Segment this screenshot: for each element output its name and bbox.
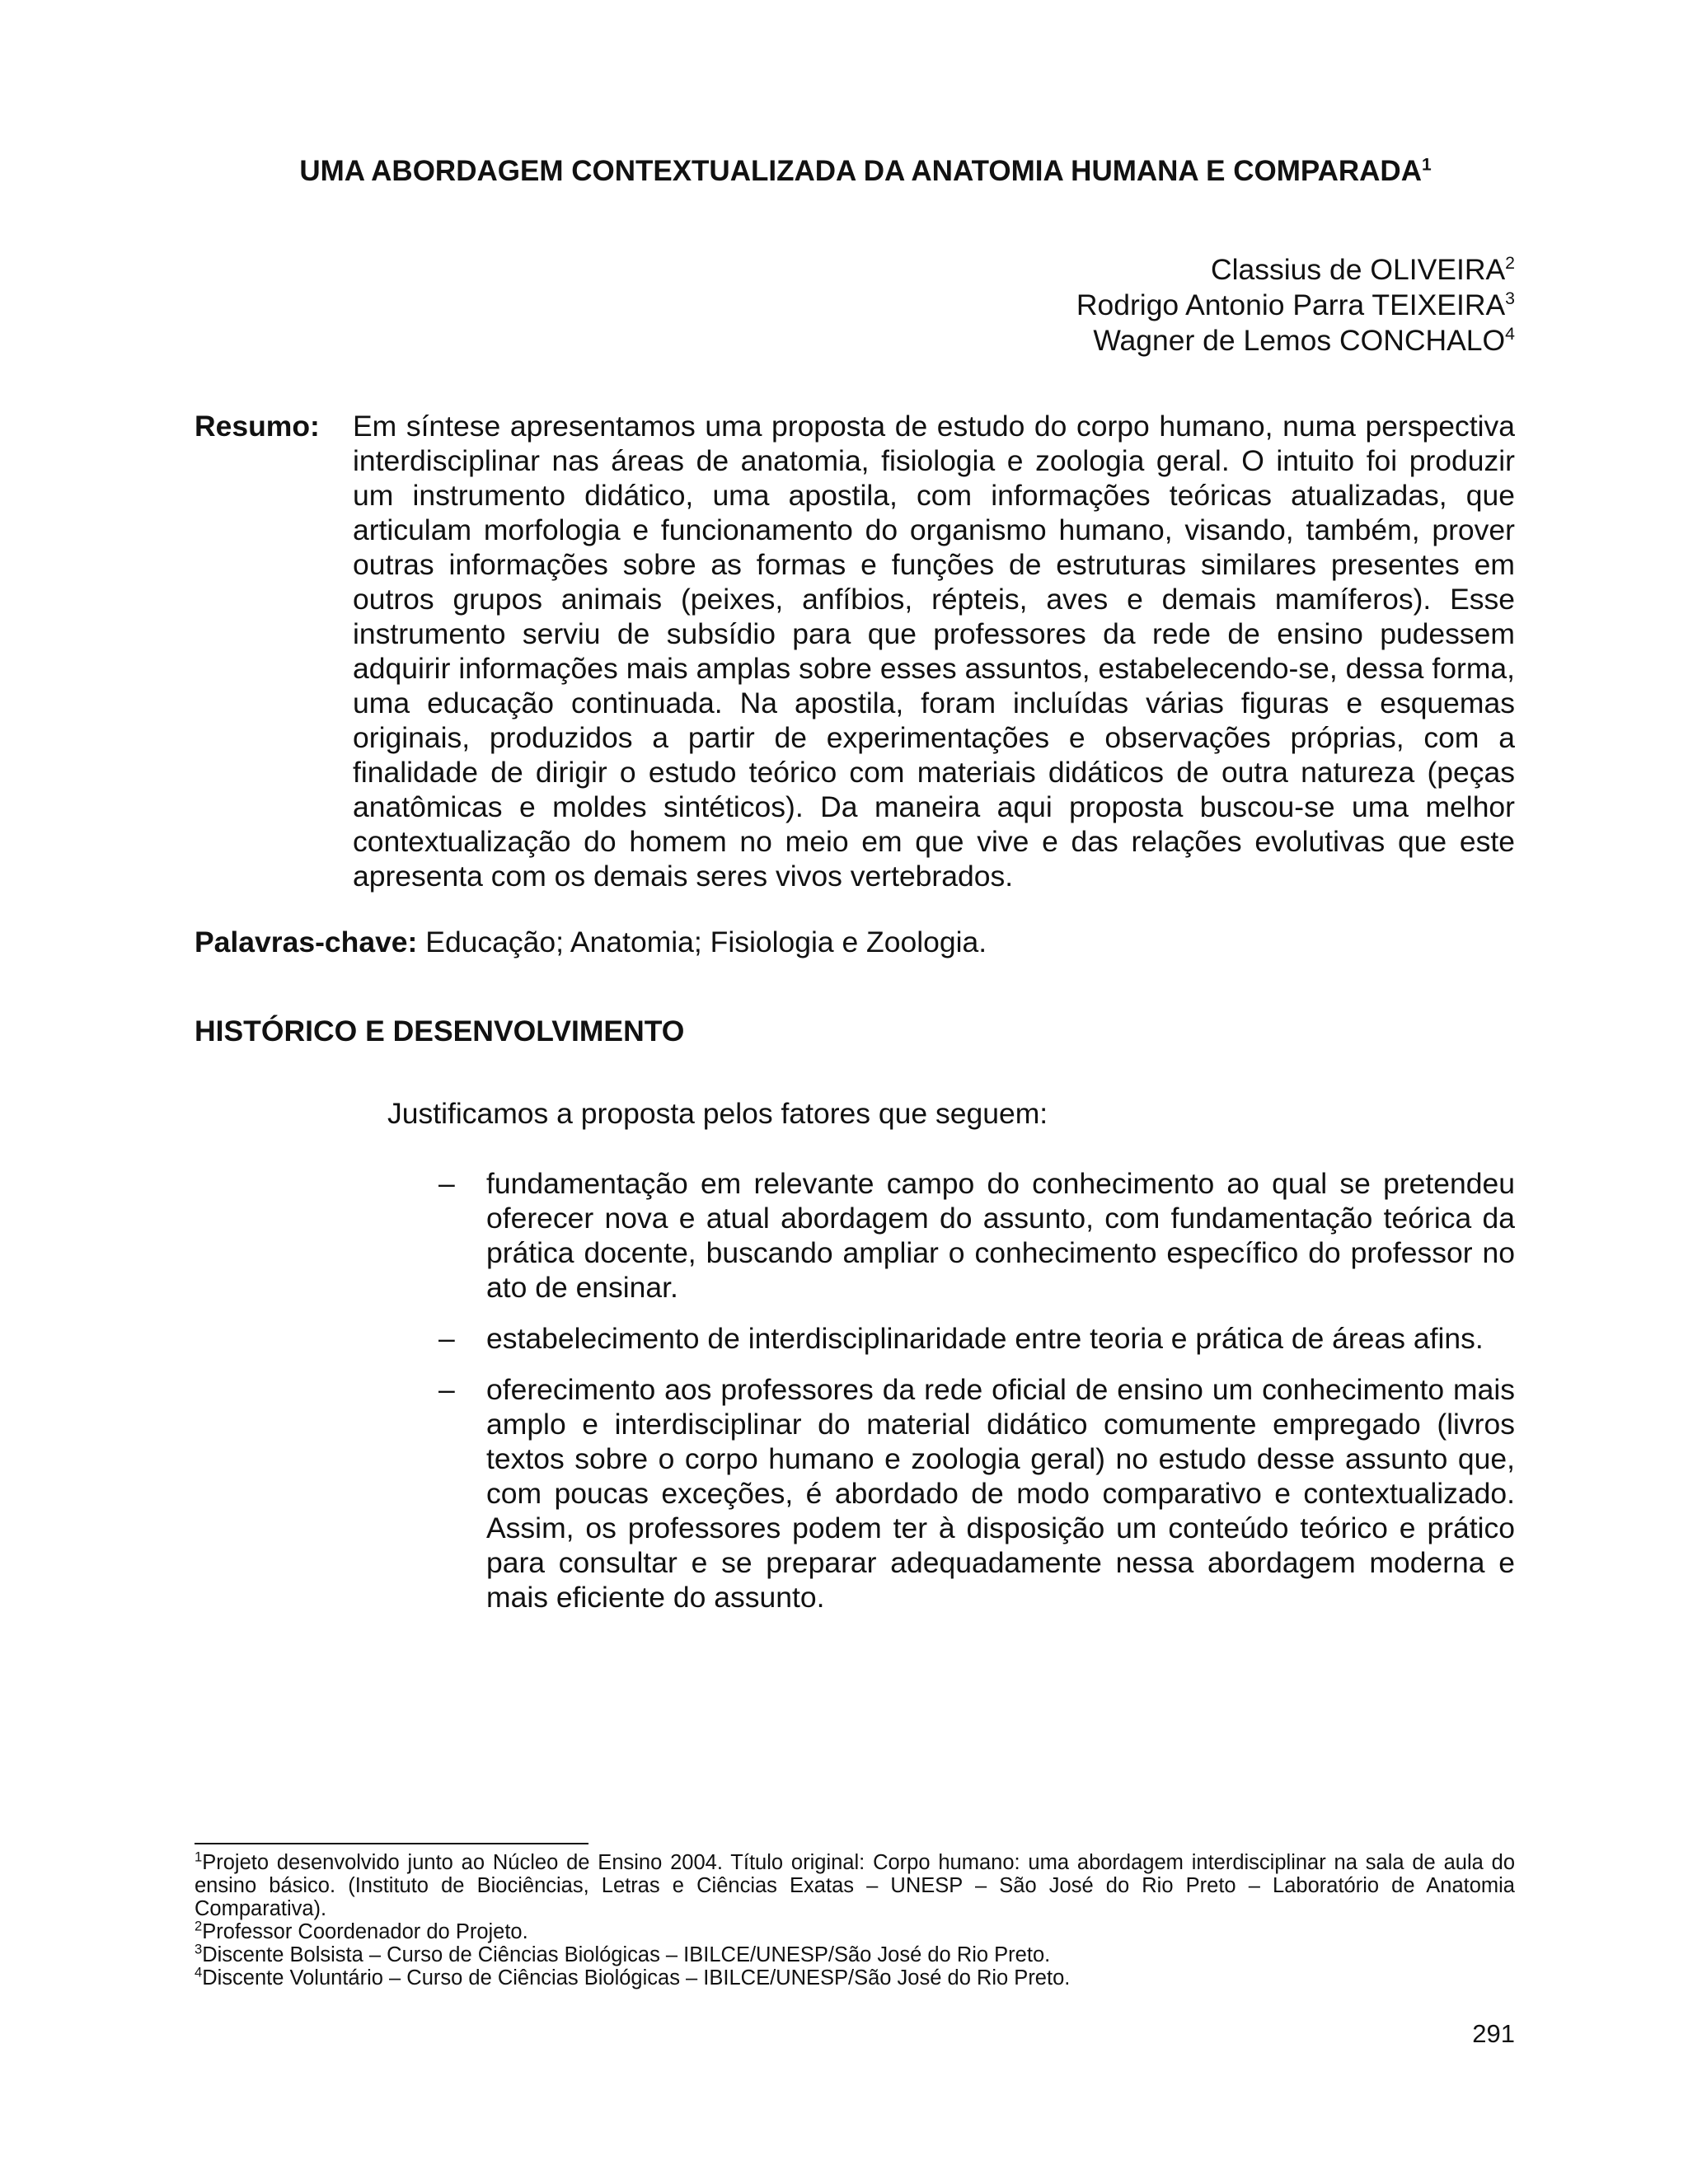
author-list — [824, 252, 1515, 359]
keywords — [195, 925, 1515, 959]
author-1 — [824, 252, 1515, 288]
author-footnote-ref: 2 — [1505, 253, 1515, 274]
dash-bullet-icon: – — [438, 1167, 455, 1200]
footnote-ref: 3 — [195, 1941, 203, 1957]
list-item-text: oferecimento aos professores da rede oficial de ensino um conhecimento mais amplo e interdisciplinar do material didático comumente empregado (livros textos sobre o corpo humano e zoologia geral) no estudo desse assunto que, com poucas exceções, é abordado de modo comparativo e contextualizado. Assim, os professores podem ter à disposição um conteúdo teórico e prático para consultar e se preparar adequadamente nessa abordagem moderna e mais eficiente do assunto. — [486, 1373, 1515, 1614]
author-name: Rodrigo Antonio Parra TEIXEIRA — [1076, 288, 1506, 321]
footnote-3 — [195, 1943, 1515, 1966]
footnote-text: Discente Voluntário – Curso de Ciências Biológicas – IBILCE/UNESP/São José do Rio Preto. — [202, 1966, 1071, 1990]
abstract-text: Em síntese apresentamos uma proposta de estudo do corpo humano, numa perspectiva interdisciplinar nas áreas de anatomia, fisiologia e zoologia geral. O intuito foi produzir um instrumento didático, uma apostila, com informações teóricas atualizadas, que articulam morfologia e funcionamento do organismo humano, visando, também, prover outras informações sobre as formas e funções de estruturas similares presentes em outros grupos animais (peixes, anfíbios, répteis, aves e demais mamíferos). Esse instrumento serviu de subsídio para que professores da rede de ensino pudessem adquirir informações mais amplas sobre esses assuntos, estabelecendo-se, dessa forma, uma educação continuada. Na apostila, foram incluídas várias figuras e esquemas originais, produzidos a partir de experimentações e observações próprias, com a finalidade de dirigir o estudo teórico com materiais didáticos de outra natureza (peças anatômicas e moldes sintéticos). Da maneira aqui proposta buscou-se uma melhor contextualização do homem no meio em que vive e das relações evolutivas que este apresenta com os demais seres vivos vertebrados. — [353, 410, 1515, 893]
list-item-text: estabelecimento de interdisciplinaridade entre teoria e prática de áreas afins. — [486, 1322, 1484, 1355]
page-number: 291 — [1472, 2019, 1515, 2048]
author-3 — [824, 323, 1515, 359]
list-item-text: fundamentação em relevante campo do conhecimento ao qual se pretendeu oferecer nova e atual abordagem do assunto, com fundamentação teórica da prática docente, buscando ampliar o conhecimento específico do professor no ato de ensinar. — [486, 1167, 1515, 1304]
footnote-ref: 4 — [195, 1964, 203, 1980]
author-name: Classius de OLIVEIRA — [1211, 253, 1506, 286]
dash-bullet-icon: – — [438, 1373, 455, 1406]
paper-title-text: UMA ABORDAGEM CONTEXTUALIZADA DA ANATOMIA HUMANA E COMPARADA — [299, 155, 1422, 187]
section-intro: Justificamos a proposta pelos fatores que seguem: — [387, 1097, 1048, 1130]
author-footnote-ref: 3 — [1505, 288, 1515, 309]
author-footnote-ref: 4 — [1505, 324, 1515, 344]
footnote-ref: 2 — [195, 1918, 203, 1934]
title-footnote-ref: 1 — [1421, 155, 1432, 175]
list-item — [0, 1321, 1688, 1356]
author-2 — [824, 288, 1515, 323]
dash-bullet-icon: – — [438, 1322, 455, 1355]
list-item — [0, 1166, 1688, 1305]
footnote-text: Projeto desenvolvido junto ao Núcleo de Ensino 2004. Título original: Corpo humano: uma abordagem interdisciplinar na sala de aula do ensino básico. (Instituto de Biociências, Letras e Ciências Exatas – UNESP – São José do Rio Preto – Laboratório de Anatomia Comparativa). — [195, 1851, 1515, 1920]
keywords-text: Educação; Anatomia; Fisiologia e Zoologia. — [425, 926, 987, 958]
section-heading: HISTÓRICO E DESENVOLVIMENTO — [195, 1015, 685, 1047]
footnote-4 — [195, 1966, 1515, 1990]
footnote-ref: 1 — [195, 1849, 203, 1865]
paper-title — [194, 153, 1537, 190]
footnote-text: Discente Bolsista – Curso de Ciências Biológicas – IBILCE/UNESP/São José do Rio Preto. — [202, 1943, 1051, 1966]
abstract-label: Resumo: — [195, 410, 320, 443]
footnote-divider — [195, 1843, 588, 1844]
keywords-label: Palavras-chave: — [195, 926, 418, 958]
footnote-text: Professor Coordenador do Projeto. — [202, 1920, 528, 1943]
footnote-1 — [195, 1851, 1515, 1920]
footnote-2 — [195, 1920, 1515, 1943]
footnotes — [195, 1851, 1515, 1990]
author-name: Wagner de Lemos CONCHALO — [1093, 324, 1506, 357]
list-item — [0, 1372, 1688, 1615]
justification-list — [0, 1166, 1688, 1631]
